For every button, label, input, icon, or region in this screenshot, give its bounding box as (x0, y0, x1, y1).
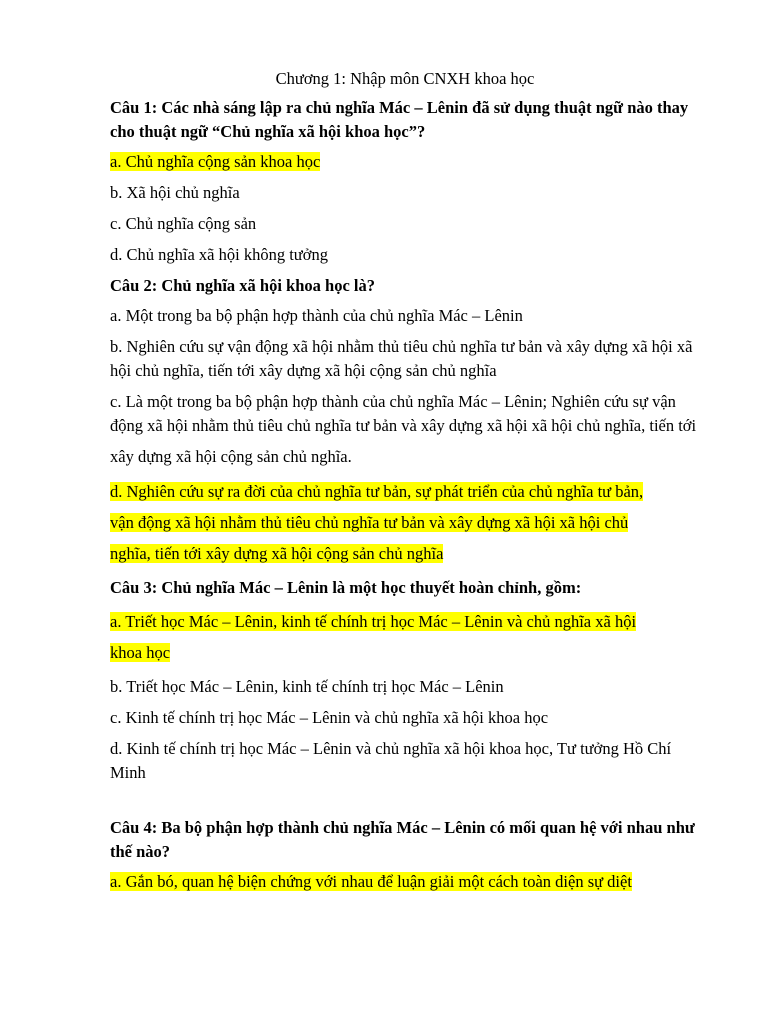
document-page (110, 66, 700, 901)
question-4: Câu 4: Ba bộ phận hợp thành chủ nghĩa Mác – Lênin có mối quan hệ với nhau như thế nào? (110, 818, 695, 861)
question-3: Câu 3: Chủ nghĩa Mác – Lênin là một học thuyết hoàn chỉnh, gồm: (110, 578, 582, 597)
q1-option-d: d. Chủ nghĩa xã hội không tưởng (110, 245, 328, 264)
q2-option-c-continued: xây dựng xã hội cộng sản chủ nghĩa. (110, 447, 352, 466)
q2-option-c: c. Là một trong ba bộ phận hợp thành của chủ nghĩa Mác – Lênin; Nghiên cứu sự vận động xã hội nhằm thủ tiêu chủ nghĩa tư bản và xây dựng xã hội xã hội chủ nghĩa, tiến tới (110, 392, 697, 435)
question-2: Câu 2: Chủ nghĩa xã hội khoa học là? (110, 276, 375, 295)
q2-option-d-line-1: d. Nghiên cứu sự ra đời của chủ nghĩa tư bản, sự phát triển của chủ nghĩa tư bản, (110, 482, 644, 501)
q4-option-a: a. Gắn bó, quan hệ biện chứng với nhau để luận giải một cách toàn diện sự diệt (110, 872, 632, 891)
q1-option-a: a. Chủ nghĩa cộng sản khoa học (110, 152, 321, 171)
question-1: Câu 1: Các nhà sáng lập ra chủ nghĩa Mác – Lênin đã sử dụng thuật ngữ nào thay cho thuật ngữ “Chủ nghĩa xã hội khoa học”? (110, 98, 689, 141)
q3-option-a-line-1: a. Triết học Mác – Lênin, kinh tế chính trị học Mác – Lênin và chủ nghĩa xã hội (110, 612, 637, 631)
q2-option-d-line-2: vận động xã hội nhằm thủ tiêu chủ nghĩa tư bản và xây dựng xã hội xã hội chủ (110, 513, 629, 532)
q3-option-a-line-2: khoa học (110, 643, 171, 662)
q1-option-b: b. Xã hội chủ nghĩa (110, 183, 240, 202)
q3-option-d: d. Kinh tế chính trị học Mác – Lênin và chủ nghĩa xã hội khoa học, Tư tưởng Hồ Chí Minh (110, 739, 672, 782)
q2-option-b: b. Nghiên cứu sự vận động xã hội nhằm thủ tiêu chủ nghĩa tư bản và xây dựng xã hội xã hội chủ nghĩa, tiến tới xây dựng xã hội cộng sản chủ nghĩa (110, 337, 693, 380)
q2-option-a: a. Một trong ba bộ phận hợp thành của chủ nghĩa Mác – Lênin (110, 306, 523, 325)
q1-option-c: c. Chủ nghĩa cộng sản (110, 214, 257, 233)
q3-option-b: b. Triết học Mác – Lênin, kinh tế chính trị học Mác – Lênin (110, 677, 504, 696)
spacer (110, 792, 700, 816)
q3-option-c: c. Kinh tế chính trị học Mác – Lênin và chủ nghĩa xã hội khoa học (110, 708, 549, 727)
q2-option-d-line-3: nghĩa, tiến tới xây dựng xã hội cộng sản chủ nghĩa (110, 544, 444, 563)
page-title: Chương 1: Nhập môn CNXH khoa học (275, 69, 535, 88)
